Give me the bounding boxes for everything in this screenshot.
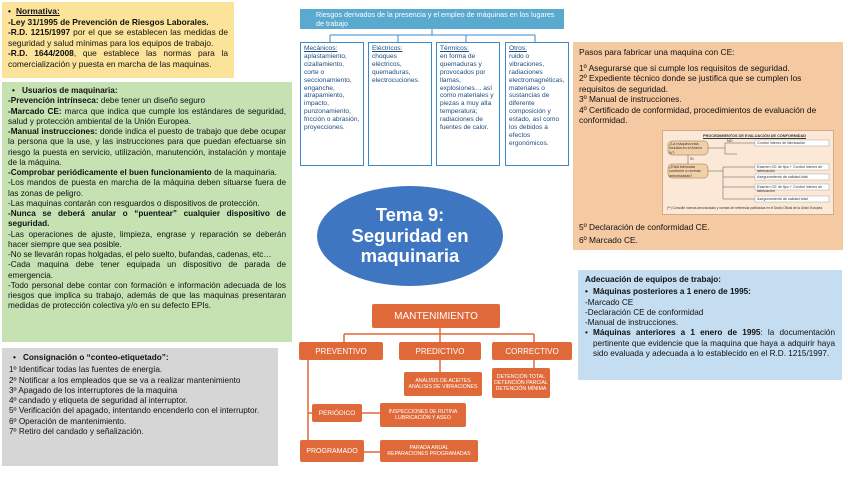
mantenimiento-periodico: PERIÓDICO bbox=[312, 404, 362, 422]
normativa-heading: • Normativa: bbox=[8, 6, 60, 16]
usuarios-item: -Las operaciones de ajuste, limpieza, engrase y reparación se deberán hacer siempre que sea posible. bbox=[8, 229, 286, 249]
pasos-heading: Pasos para fabricar una maquina con CE: bbox=[579, 47, 735, 57]
pasos-step: 1º Asegurarse que si cumple los requisitos de seguridad. bbox=[579, 62, 790, 73]
normativa-box bbox=[2, 2, 234, 78]
conformidad-flowchart bbox=[662, 130, 834, 215]
pasos-step: 3º Manual de instrucciones. bbox=[579, 94, 682, 104]
usuarios-item: -Los mandos de puesta en marcha de la máquina deben situarse fuera de las zonas de peligro. bbox=[8, 178, 286, 198]
usuarios-item: -Comprobar periódicamente el buen funcionamiento de la maquinaria. bbox=[8, 168, 277, 177]
consignacion-heading: • Consignación o “conteo-etiquetado”: bbox=[13, 353, 169, 362]
tema-title-line: Seguridad en bbox=[351, 224, 469, 246]
adecuacion-heading: Adecuación de equipos de trabajo: bbox=[585, 275, 722, 284]
flow-question-1: ¿La máquina está incluida en el Anexo IV? bbox=[669, 142, 702, 155]
usuarios-item: -Marcado CE: marca que indica que cumple los estándares de seguridad, salud y protección ambiental de la Unión Europea. bbox=[8, 106, 286, 126]
pasos-step: 5º Declaración de conformidad CE. bbox=[579, 222, 710, 232]
pasos-step: 2º Expediente técnico donde se justifica que se cumplen los requisitos de seguridad. bbox=[579, 73, 802, 94]
adecuacion-item: -Declaración CE de conformidad bbox=[585, 307, 704, 317]
flow-box: Examen CE de tipo + Control interno de fabricación bbox=[757, 185, 823, 193]
mantenimiento-parada: PARADA ANUAL REPARACIONES PROGRAMADAS bbox=[380, 440, 478, 462]
riesgo-card-body: ruido o vibraciones, radiaciones electromagnéticas, materiales o sustancias de diferente composición y estado, así como los debidos a efectos ergonómicos. bbox=[509, 52, 565, 147]
mantenimiento-analisis: ANÁLISIS DE ACEITES ANÁLISIS DE VIBRACIONES bbox=[404, 372, 482, 396]
normativa-line-2: -R.D. 1215/1997 por el que se establecen las medidas de seguridad y salud mínimas para los equipos de trabajo. bbox=[8, 27, 228, 48]
adecuacion-anteriores: • Máquinas anteriores a 1 enero de 1995: la documentación pertinente que evidencie que la maquina que haya a adquirir haya sido evaluada y adecuada a lo establecido en el R.D. 1215/1997. bbox=[585, 328, 835, 359]
flow-box: Aseguramiento de calidad total bbox=[757, 175, 808, 179]
consignacion-step: 7º Retiro del candado y señalización. bbox=[9, 426, 144, 436]
adecuacion-box bbox=[578, 270, 842, 380]
riesgo-card-mecanicos bbox=[300, 42, 364, 166]
flow-label-si: SI bbox=[690, 157, 694, 161]
tema-title-circle bbox=[317, 186, 503, 286]
mantenimiento-detencion: DETENCIÓN TOTAL DETENCIÓN PARCIAL DETENCIÓN MÍNIMA bbox=[492, 368, 550, 398]
mantenimiento-predictivo: PREDICTIVO bbox=[399, 342, 481, 360]
usuarios-heading: • Usuarios de maquinaria: bbox=[12, 86, 118, 95]
mantenimiento-programado: PROGRAMADO bbox=[300, 440, 364, 462]
riesgo-card-body: choques eléctricos, quemaduras, electrocuciones. bbox=[372, 52, 420, 84]
normativa-line-1: -Ley 31/1995 de Prevención de Riesgos Laborales. bbox=[8, 16, 209, 27]
consignacion-step: 1º Identificar todas las fuentes de energía. bbox=[9, 365, 163, 375]
usuarios-item: -Prevención intrínseca: debe tener un diseño seguro bbox=[8, 96, 206, 106]
consignacion-step: 4º candado y etiqueta de seguridad al interruptor. bbox=[9, 396, 188, 405]
usuarios-item: -No se llevarán ropas holgadas, el pelo suelto, bufandas, cadenas, etc… bbox=[8, 250, 272, 259]
usuarios-item: -Manual instrucciones: donde indica el puesto de trabajo que debe ocupar la persona que la use, y las instrucciones para que puedan efectuarse sin riesgo la puesta en servicio, utilización, manutención, instalación y montaje de la máquina. bbox=[8, 127, 286, 167]
usuarios-item: -Cada maquina debe tener equipada un dispositivo de parada de emergencia. bbox=[8, 260, 286, 280]
usuarios-item: -Las maquinas contarán con resguardos o dispositivos de protección. bbox=[8, 198, 260, 208]
tema-title-line: Tema 9: bbox=[375, 204, 445, 226]
usuarios-box bbox=[2, 82, 292, 342]
normativa-line-3: -R.D. 1644/2008, que establece las normas para la comercialización y puesta en marcha de las maquinas. bbox=[8, 48, 228, 69]
mantenimiento-title: MANTENIMIENTO bbox=[372, 304, 500, 328]
riesgo-card-body: en forma de quemaduras y provocados por llamas, explosiones… así como materiales y piezas a muy alta temperatura; radiaciones de fuentes de calor. bbox=[440, 52, 494, 132]
mantenimiento-correctivo: CORRECTIVO bbox=[492, 342, 572, 360]
pasos-step: 6º Marcado CE. bbox=[579, 235, 638, 245]
usuarios-item: -Nunca se deberá anular o “puentear” cualquier dispositivo de seguridad. bbox=[8, 209, 286, 229]
consignacion-step: 6º Operación de mantenimiento. bbox=[9, 416, 127, 426]
riesgo-card-title: Térmicos: bbox=[440, 45, 469, 52]
adecuacion-posteriores: • Máquinas posteriores a 1 enero de 1995: bbox=[585, 287, 835, 297]
pasos-step: 4º Certificado de conformidad, procedimientos de evaluación de conformidad. bbox=[579, 104, 817, 125]
riesgo-card-body: aplastamiento, cizallamiento, corte o seccionamiento, enganche, atrapamiento, impacto, punzonamiento, fricción o abrasión, proyecciones. bbox=[304, 52, 360, 132]
riesgo-card-title: Eléctricos: bbox=[372, 45, 403, 52]
consignacion-step: 2º Notificar a los empleados que se va a realizar mantenimiento bbox=[9, 375, 241, 385]
riesgos-header: Riesgos derivados de la presencia y el empleo de máquinas en los lugares de trabajo bbox=[300, 9, 564, 29]
riesgo-card-title: Mecánicos: bbox=[304, 45, 338, 52]
riesgo-card-title: Otros: bbox=[509, 45, 527, 52]
flow-box: Aseguramiento de calidad total bbox=[757, 197, 808, 201]
flow-title: PROCEDIMIENTOS DE EVALUACIÓN DE CONFORMIDAD bbox=[703, 134, 807, 138]
flow-box: Control interno de fabricación bbox=[757, 141, 806, 145]
flow-box: Examen CE de tipo + Control interno de fabricación bbox=[757, 165, 823, 173]
mantenimiento-inspecciones: INSPECCIONES DE RUTINA LUBRICACIÓN Y ASEO bbox=[380, 403, 466, 427]
consignacion-box bbox=[2, 348, 278, 466]
consignacion-step: 5º Verificación del apagado, intentando encenderlo con el interruptor. bbox=[9, 406, 260, 416]
flow-label-no: NO bbox=[727, 139, 733, 143]
consignacion-step: 3º Apagado de los interruptores de la maquina bbox=[9, 385, 178, 395]
tema-title-line: maquinaria bbox=[360, 245, 460, 267]
mantenimiento-preventivo: PREVENTIVO bbox=[299, 342, 383, 360]
riesgo-card-otros bbox=[505, 42, 569, 166]
riesgo-card-termicos bbox=[436, 42, 500, 166]
usuarios-item: -Todo personal debe contar con formación e información adecuada de los riesgos que implica su trabajo, además de que las maquinas presentaran medidas de protección colectiva y/o en su defecto EPIs. bbox=[8, 280, 286, 311]
riesgos-connectors bbox=[300, 29, 564, 43]
flow-footnote: (**) Consulte normas armonizadas y normas de referencia publicadas en el Diario Oficial de la Unión Europea. bbox=[667, 206, 823, 210]
riesgo-card-electricos bbox=[368, 42, 432, 166]
adecuacion-item: -Manual de instrucciones. bbox=[585, 318, 679, 327]
flow-question-2: ¿Está fabricada conforme a normas armonizadas? bbox=[669, 165, 701, 178]
adecuacion-item: -Marcado CE bbox=[585, 297, 634, 307]
